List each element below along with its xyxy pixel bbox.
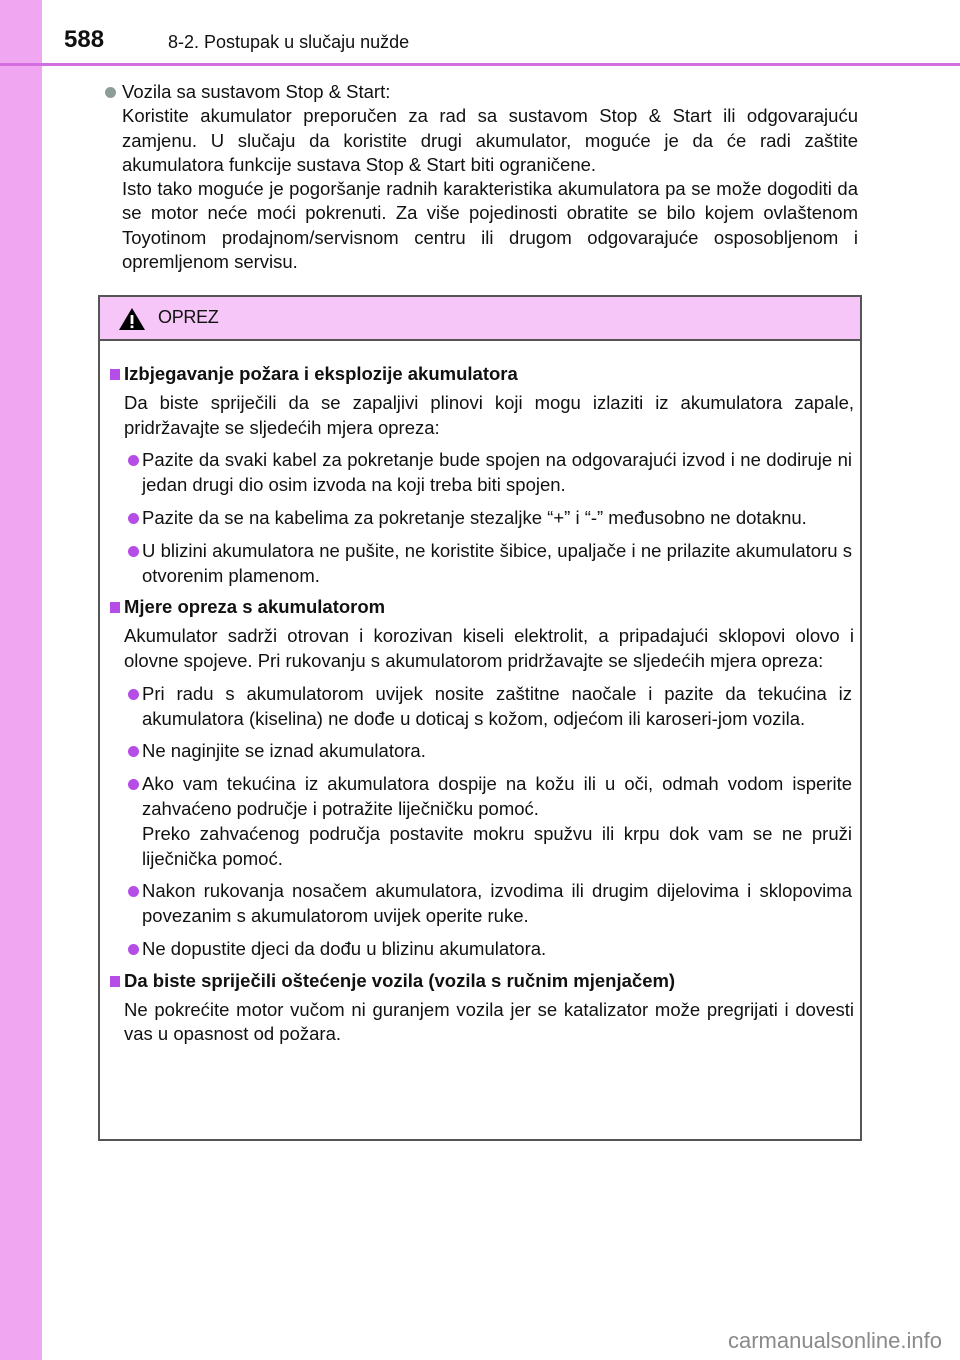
square-bullet-icon [110, 602, 120, 613]
square-bullet-icon [110, 369, 120, 380]
bullet-icon [128, 546, 139, 557]
bullet-icon [128, 944, 139, 955]
bullet-icon [128, 886, 139, 897]
list-item: Pri radu s akumulatorom uvijek nosite zaštitne naočale i pazite da tekućina iz akumulatora (kiselina) ne dođe u doticaj s kožom, odjećom ili karoseri-jom vozila. [110, 682, 852, 732]
header-rule [0, 63, 960, 66]
section-heading: Izbjegavanje požara i eksplozije akumulatora [124, 363, 518, 384]
list-item: Nakon rukovanja nosačem akumulatora, izvodima ili drugim dijelovima i sklopovima povezanim s akumulatorom uvijek operite ruke. [110, 879, 852, 929]
intro-paragraph: Isto tako moguće je pogoršanje radnih karakteristika akumulatora pa se može dogoditi da se motor neće moći pokrenuti. Za više pojedinosti obratite se bilo kojem ovlaštenom Toyotinom prodajnom/servisnom centru ili drugom odgovarajuće osposobljenom i opremljenom servisu. [122, 178, 858, 273]
section-title: 8-2. Postupak u slučaju nužde [168, 32, 410, 52]
caution-header [100, 297, 860, 341]
caution-label: OPREZ [158, 307, 219, 327]
intro-paragraph: Koristite akumulator preporučen za rad sa sustavom Stop & Start ili odgovarajuću zamjenu. U slučaju da koristite drugi akumulator, moguće je da će radi zaštite akumulatora funkcije sustava Stop & Start biti ograničene. [122, 105, 858, 175]
list-item: Pazite da svaki kabel za pokretanje bude spojen na odgovarajući izvod i ne dodiruje ni jedan drugi dio osim izvoda na koji treba biti spojen. [110, 448, 852, 498]
section-heading: Da biste spriječili oštećenje vozila (vozila s ručnim mjenjačem) [124, 969, 676, 991]
list-item: U blizini akumulatora ne pušite, ne koristite šibice, upaljače i ne prilazite akumulatoru s otvorenim plamenom. [110, 539, 852, 589]
page-number: 588 [64, 26, 105, 53]
list-item: Ne dopustite djeci da dođu u blizinu akumulatora. [110, 937, 852, 962]
section-heading: Mjere opreza s akumulatorom [124, 596, 386, 618]
section-text: Da biste spriječili da se zapaljivi plinovi koji mogu izlaziti iz akumulatora zapale, pridržavajte se sljedećih mjera opreza: [124, 391, 854, 438]
square-bullet-icon [110, 976, 120, 987]
bullet-icon [128, 513, 139, 524]
side-tab-strip [0, 0, 42, 1360]
list-item: Ako vam tekućina iz akumulatora dospije na kožu ili u oči, odmah vodom isperite zahvaćeno područje i potražite liječničku pomoć. Preko zahvaćenog područja postavite mokru spužvu ili krpu dok vam se ne pruži liječnička pomoć. [110, 772, 852, 871]
list-item: Ne naginjite se iznad akumulatora. [110, 739, 852, 764]
bullet-icon [128, 779, 139, 790]
warning-triangle-icon [118, 307, 146, 331]
section-text: Ne pokrećite motor vučom ni guranjem vozila jer se katalizator može pregrijati i dovesti vas u opasnost od požara. [124, 998, 854, 1045]
list-item: Pazite da se na kabelima za pokretanje stezaljke “+” i “-” međusobno ne dotaknu. [110, 506, 852, 531]
intro-heading: Vozila sa sustavom Stop & Start: [122, 81, 391, 102]
bullet-icon [128, 746, 139, 757]
watermark: carmanualsonline.info [727, 1328, 942, 1353]
bullet-icon [105, 87, 116, 98]
section-text: Akumulator sadrži otrovan i korozivan kiseli elektrolit, a pripadajući sklopovi olovo i olovne spojeve. Pri rukovanju s akumulatorom pridržavajte se sljedećih mjera opreza: [124, 625, 854, 671]
intro-note [118, 80, 858, 274]
bullet-icon [128, 689, 139, 700]
caution-box [98, 295, 862, 1141]
bullet-icon [128, 455, 139, 466]
